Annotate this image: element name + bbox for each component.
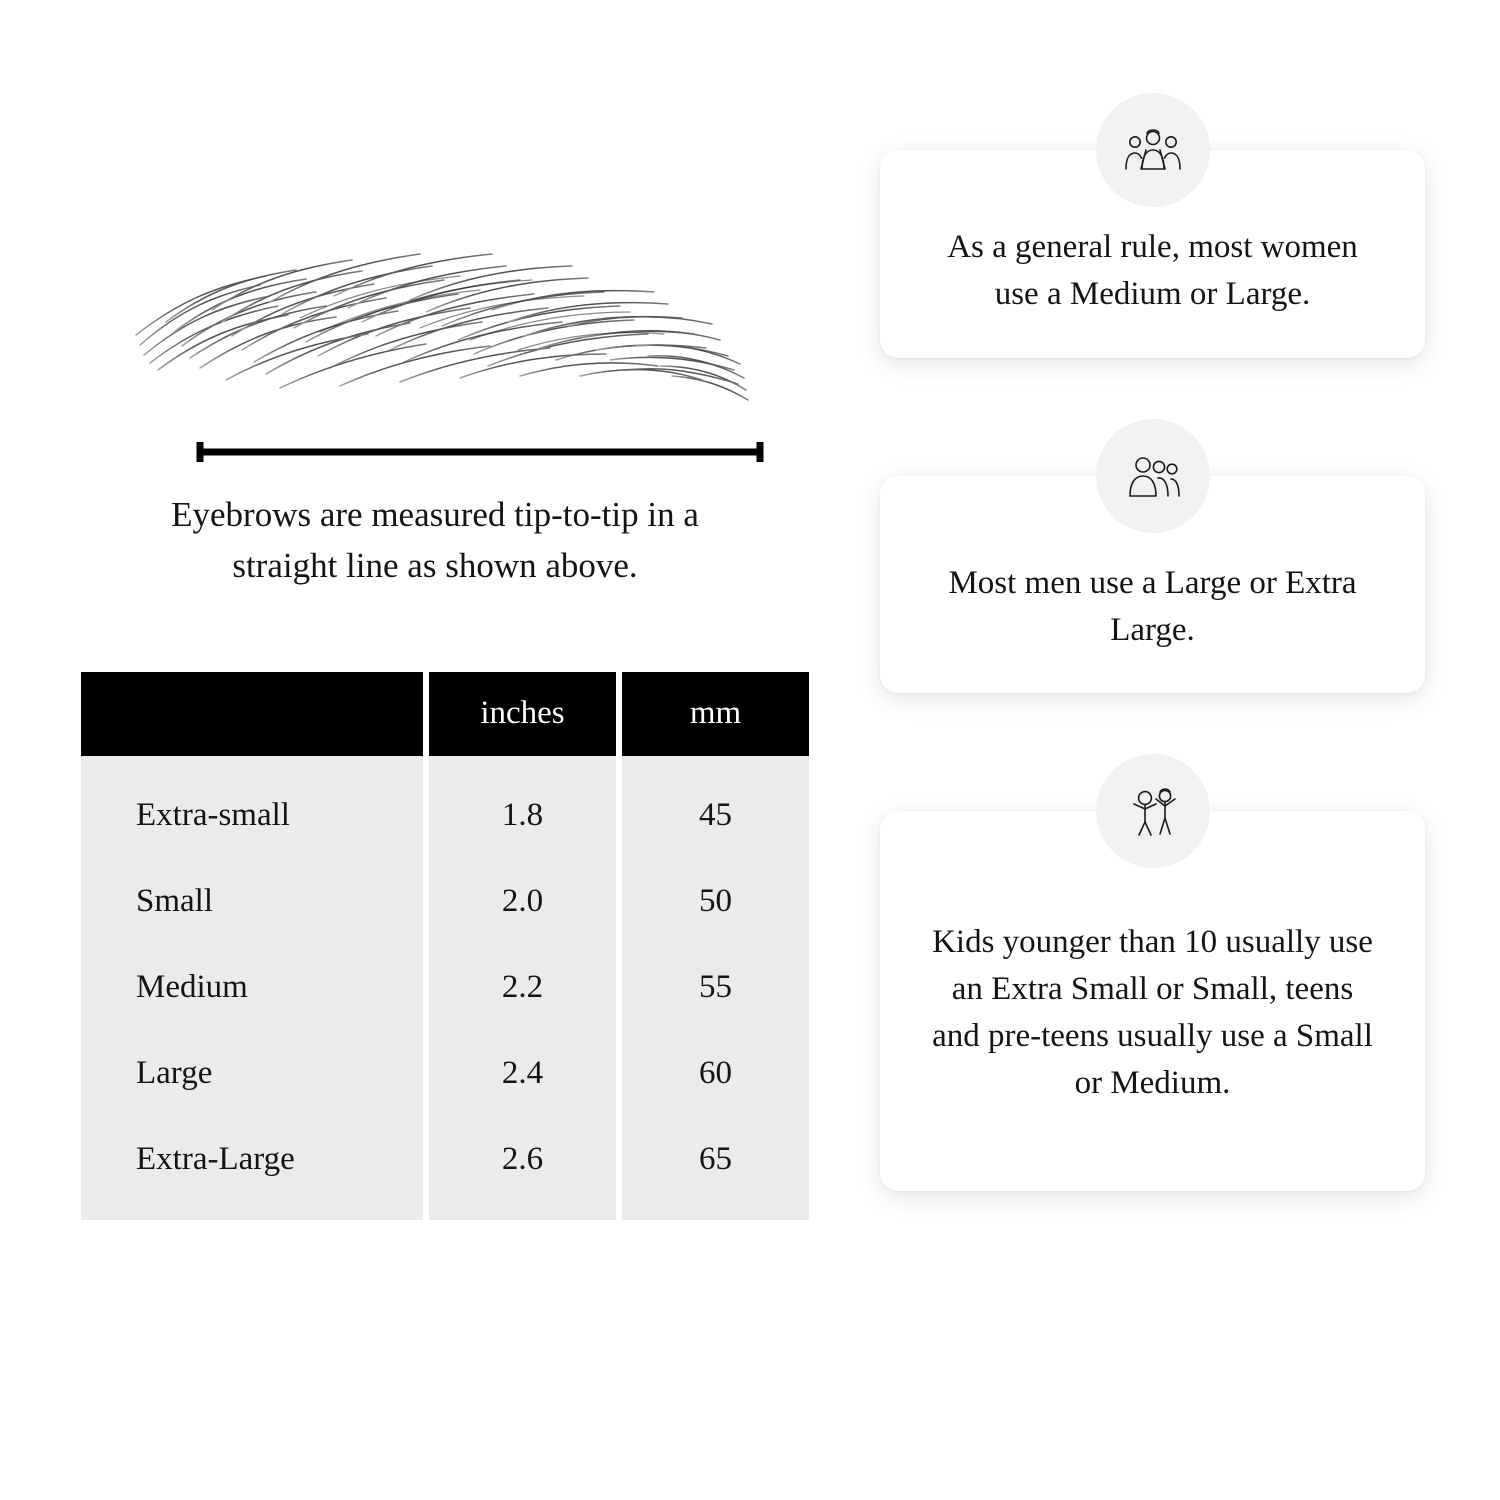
row-inches: 2.4: [429, 1031, 616, 1117]
men-group-icon: [1096, 419, 1210, 533]
row-mm: 60: [622, 1031, 809, 1117]
row-inches: 2.2: [429, 945, 616, 1031]
size-chart-table: [75, 672, 815, 1220]
eyebrow-figure: [120, 150, 760, 480]
figure-caption: Eyebrows are measured tip-to-tip in a straight line as shown above.: [171, 495, 699, 585]
table-body: [81, 756, 809, 1220]
row-size-name: Small: [81, 859, 423, 945]
tip-to-tip-measure-bar: [195, 440, 765, 464]
kids-icon: [1096, 754, 1210, 868]
row-inches: 1.8: [429, 756, 616, 859]
note-card-kids: [880, 811, 1425, 1191]
table-row: [81, 945, 809, 1031]
row-size-name: Extra-Large: [81, 1117, 423, 1220]
notes-column: [880, 150, 1425, 1191]
row-inches: 2.6: [429, 1117, 616, 1220]
left-column: [75, 150, 795, 1220]
row-mm: 65: [622, 1117, 809, 1220]
women-group-icon: [1096, 93, 1210, 207]
note-card-men: [880, 476, 1425, 694]
row-size-name: Large: [81, 1031, 423, 1117]
table-header-inches: inches: [429, 672, 616, 756]
row-size-name: Extra-small: [81, 756, 423, 859]
note-text: Most men use a Large or Extra Large.: [948, 564, 1357, 648]
table-row: [81, 1117, 809, 1220]
eyebrow-illustration: [120, 150, 760, 450]
table-header-name: [81, 672, 423, 756]
table-header-mm: mm: [622, 672, 809, 756]
row-size-name: Medium: [81, 945, 423, 1031]
note-text: As a general rule, most women use a Medium or Large.: [947, 229, 1358, 312]
row-inches: 2.0: [429, 859, 616, 945]
table-header-row: [81, 672, 809, 756]
note-text: Kids younger than 10 usually use an Extra Small or Small, teens and pre-teens usually use a Small or Medium.: [932, 924, 1373, 1102]
note-card-women: [880, 150, 1425, 358]
row-mm: 50: [622, 859, 809, 945]
table-row: [81, 859, 809, 945]
row-mm: 55: [622, 945, 809, 1031]
table-row: [81, 756, 809, 859]
row-mm: 45: [622, 756, 809, 859]
table-head: [81, 672, 809, 756]
table-row: [81, 1031, 809, 1117]
